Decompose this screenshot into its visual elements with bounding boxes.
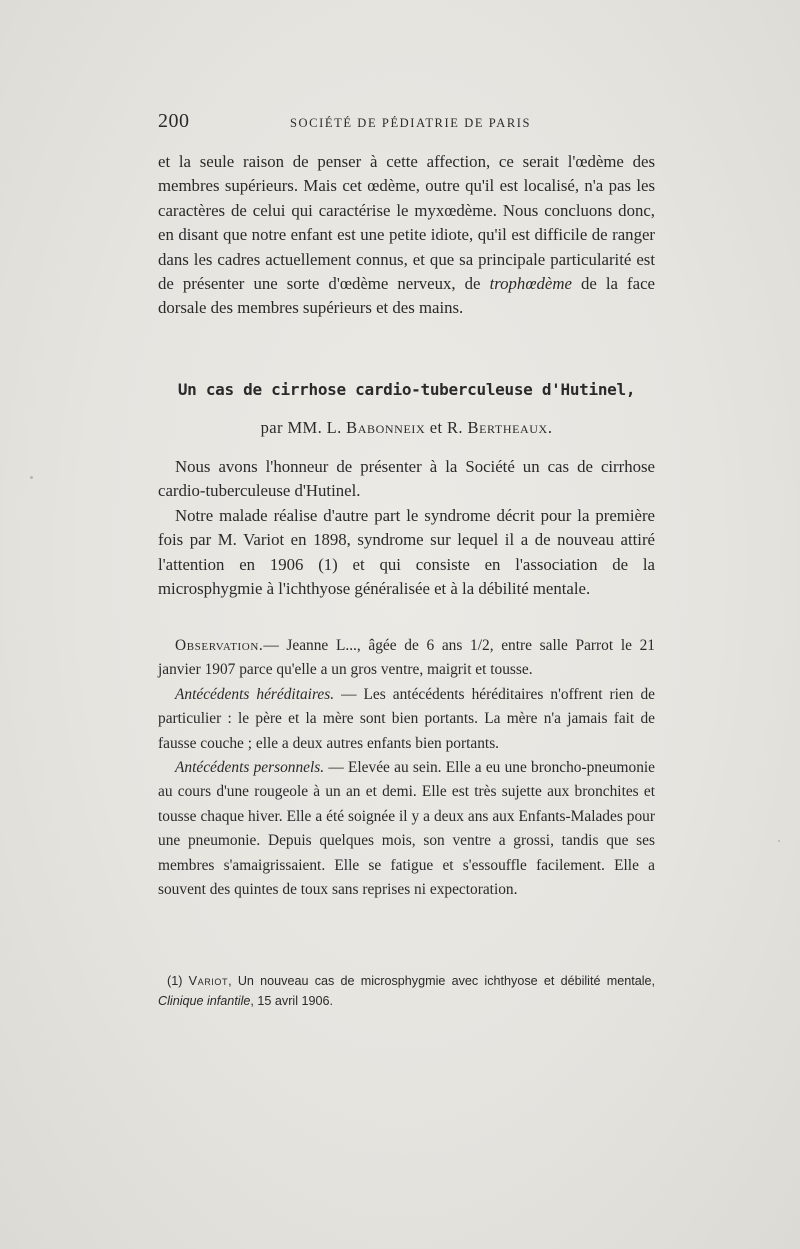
observation-text: — Jeanne L..., âgée de 6 ans 1/2, entre salle Parrot le 21 janvier 1907 parce qu'elle a un gros ventre, maigrit et tousse. [158,637,655,679]
hereditary-label: Antécédents héréditaires. [175,685,335,703]
article-title: Un cas de cirrhose cardio-tuberculeuse d'Hutinel, [177,380,636,399]
footnote [158,971,655,1011]
intro-paragraphs [158,455,655,601]
closing-paragraph [158,150,655,321]
italic-term: trophœdème [489,274,572,294]
page-number: 200 [158,110,190,132]
observation-section [158,634,655,902]
footnote-date: , 15 avril 1906. [250,994,334,1008]
syndrome-paragraph: Notre malade réalise d'autre part le syndrome décrit pour la première fois par M. Variot en 1898, syndrome sur lequel il a de nouveau attiré l'attention en 1906 (1) et qui consiste en l'association de la microsphygmie à l'ichthyose généralisée et à la débilité mentale. [158,505,655,599]
footnote-journal: Clinique infantile [158,994,251,1008]
authors-prefix: par MM. L. [260,418,347,437]
personal-label: Antécédents personnels. [175,759,325,777]
authors-mid: et R. [425,418,468,437]
paper-speck [778,840,780,842]
hereditary-text: — Les antécédents héréditaires n'offrent rien de particulier : le père et la mère sont bien portants. La mère n'a jamais fait de fausse couche ; elle a deux autres enfants bien portants. [158,685,655,752]
footnote-marker: (1) [167,974,189,988]
paper-speck [30,476,33,479]
footnote-author: Variot [188,974,229,988]
author-bertheaux: Bertheaux [467,418,548,437]
article-authors [158,418,655,438]
closing-paragraph-text: et la seule raison de penser à cette affection, ce serait l'œdème des membres supérieurs. Mais cet œdème, outre qu'il est localisé, n'a pas les caractères de celui qui caractérise le myxœdème. Nous concluons donc, en disant que notre enfant est une petite idiote, qu'il est difficile de ranger dans les cadres actuellement connus, et que sa principale particularité est de présenter une sorte d'œdème nerveux, de [158,152,655,294]
running-title: SOCIÉTÉ DE PÉDIATRIE DE PARIS [290,116,532,130]
authors-suffix: . [547,418,553,437]
observation-label: Observation. [175,637,264,654]
footnote-text: , Un nouveau cas de microsphygmie avec ichthyose et débilité mentale, [228,974,656,988]
intro-paragraph: Nous avons l'honneur de présenter à la Société un cas de cirrhose cardio-tuberculeuse d'Hutinel. [158,457,655,501]
page-header [158,110,653,140]
personal-text: — Elevée au sein. Elle a eu une broncho-pneumonie au cours d'une rougeole à un an et demi. Elle est très sujette aux bronchites et tousse chaque hiver. Elle a été soignée il y a deux ans aux Enfants-Malades pour une pneumonie. Depuis quelques mois, son ventre a grossi, tandis que ses membres s'amaigrissaient. Elle se fatigue et s'essouffle facilement. Elle a souvent des quintes de toux sans reprises ni expectoration. [158,759,656,899]
author-babonneix: Babonneix [346,418,426,437]
closing-paragraph-end: de la face dorsale des membres supérieurs et des mains. [158,274,655,318]
